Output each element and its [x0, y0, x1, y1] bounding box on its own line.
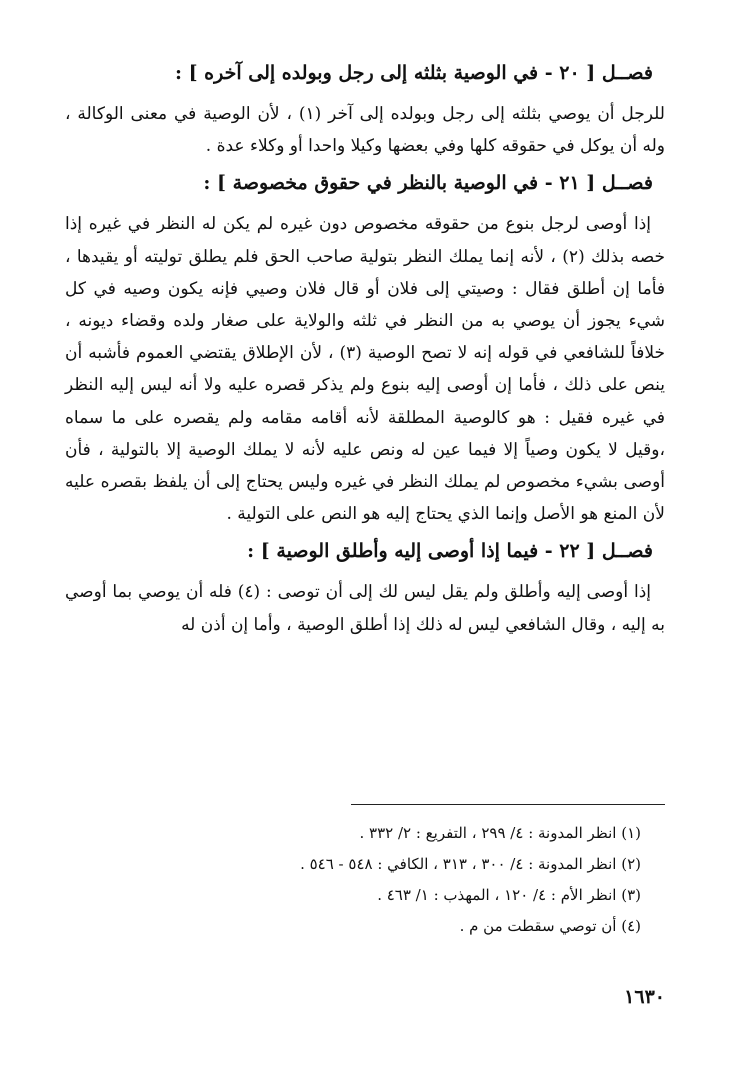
section-20-paragraph: للرجل أن يوصي بثلثه إلى رجل وبولده إلى آخر (١) ، لأن الوصية في معنى الوكالة ، وله أن يوكل في حقوقه كلها وفي بعضها وكيلا واحدا أو وكلاء عدة . [65, 104, 665, 157]
footnote-2: (٢) انظر المدونة : ٤/ ٣٠٠ ، ٣١٣ ، الكافي : ٥٤٨ - ٥٤٦ . [300, 855, 641, 873]
section-heading-22: فصــل [ ٢٢ - فيما إذا أوصى إليه وأطلق الوصية ] : [247, 540, 653, 563]
page-number: ١٦٣٠ [624, 986, 665, 1008]
footnotes [81, 818, 641, 942]
footnote-4: (٤) أن توصي سقطت من م . [459, 917, 641, 935]
footnote-divider [351, 804, 665, 805]
main-text [65, 58, 665, 647]
footnote-3: (٣) انظر الأم : ٤/ ١٢٠ ، المهذب : ١/ ٤٦٣ . [377, 886, 641, 904]
section-21-paragraph: إذا أوصى لرجل بنوع من حقوقه مخصوص دون غيره لم يكن له النظر في غيره إذا خصه بذلك (٢) ، لأنه إنما يملك النظر بتولية صاحب الحق فلم يطلق توليته أو يقيدها ، فأما إن أطلق فقال : وصيتي إلى فلان أو قال فلان وصيي فإنه يكون وصيه في كل شيء يجوز أن يوصي به من النظر في ثلثه والولاية على صغار ولده وقضاء ديونه ، خلافاً للشافعي في قوله إنه لا تصح الوصية (٣) ، لأن الإطلاق يقتضي العموم فأشبه أن ينص على ذلك ، فأما إن أوصى إليه بنوع ولم يذكر قصره عليه ولا أنه ليس إليه النظر في غيره فقيل : هو كالوصية المطلقة لأنه أقامه مقامه ولم يقصره على ما سماه ،وقيل لا يكون وصياً إلا فيما عين له ونص عليه لأنه لا يملك الوصية إلا بالتولية ، فأن أوصى بشيء مخصوص لم يملك النظر في غيره وليس يحتاج إلى أن يلفظ بقصره عليه لأن المنع هو الأصل وإنما الذي يحتاج إليه هو النص على التولية . [65, 214, 665, 525]
section-heading-20: فصــل [ ٢٠ - في الوصية بثلثه إلى رجل وبولده إلى آخره ] : [174, 62, 653, 84]
footnote-1: (١) انظر المدونة : ٤/ ٢٩٩ ، التفريع : ٢/ ٣٣٢ . [359, 824, 641, 842]
section-22-paragraph: إذا أوصى إليه وأطلق ولم يقل ليس لك إلى أن توصى : (٤) فله أن يوصي بما أوصي به إليه ، وقال الشافعي ليس له ذلك إذا أطلق الوصية ، وأما إن أذن له [65, 582, 665, 635]
section-heading-21: فصــل [ ٢١ - في الوصية بالنظر في حقوق مخصوصة ] : [203, 172, 653, 195]
